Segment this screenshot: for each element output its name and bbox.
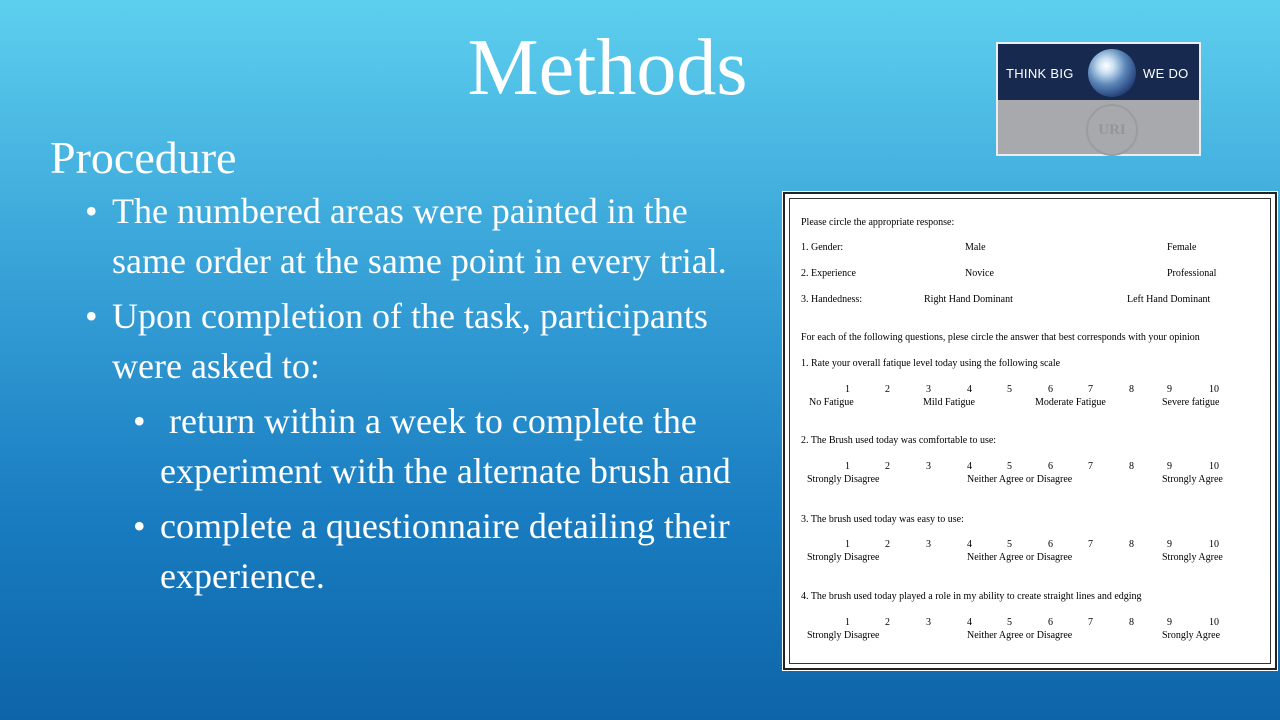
bullet-dot: •	[133, 401, 146, 441]
survey-instructions: For each of the following questions, plese circle the answer that best corresponds with your opinion	[801, 332, 1200, 343]
scale-number: 4	[967, 617, 972, 628]
scale-number: 10	[1209, 539, 1219, 550]
scale-anchor: No Fatigue	[809, 397, 854, 408]
scale-number: 1	[845, 461, 850, 472]
scale-number: 7	[1088, 461, 1093, 472]
bullet-item	[85, 291, 765, 391]
survey-intro: Please circle the appropriate response:	[801, 217, 955, 228]
scale-anchor: Mild Fatigue	[923, 397, 975, 408]
sub-bullet-item	[133, 501, 765, 601]
question-text: 3. The brush used today was easy to use:	[801, 514, 964, 525]
scale-number: 5	[1007, 461, 1012, 472]
slide-subtitle: Procedure	[50, 132, 237, 183]
scale-number: 2	[885, 617, 890, 628]
scale-number: 8	[1129, 617, 1134, 628]
scale-number: 4	[967, 461, 972, 472]
scale-anchor: Moderate Fatigue	[1035, 397, 1106, 408]
scale-number: 10	[1209, 461, 1219, 472]
scale-number: 8	[1129, 384, 1134, 395]
scale-number: 4	[967, 539, 972, 550]
demographic-option: Professional	[1167, 268, 1217, 279]
questionnaire-image	[783, 192, 1277, 670]
question-text: 2. The Brush used today was comfortable to use:	[801, 435, 997, 446]
think-big-logo	[996, 42, 1201, 156]
logo-right-text: WE DO	[1143, 66, 1189, 81]
scale-number: 7	[1088, 617, 1093, 628]
bullet-dot: •	[85, 191, 98, 231]
demographic-label: 2. Experience	[801, 268, 856, 279]
globe-icon	[1088, 49, 1136, 97]
bullet-text: return within a week to complete the experiment with the alternate brush and	[160, 401, 731, 491]
scale-number: 2	[885, 384, 890, 395]
university-seal-icon	[1086, 104, 1138, 156]
scale-number: 10	[1209, 384, 1219, 395]
scale-number: 3	[926, 617, 931, 628]
bullet-text: Upon completion of the task, participants were asked to:	[112, 296, 708, 386]
scale-number: 9	[1167, 617, 1172, 628]
scale-number: 1	[845, 617, 850, 628]
demographic-option: Novice	[965, 268, 994, 279]
scale-number: 2	[885, 539, 890, 550]
bullet-dot: •	[133, 506, 146, 546]
scale-number: 8	[1129, 539, 1134, 550]
demographic-option: Female	[1167, 242, 1197, 253]
slide-title: Methods	[467, 24, 748, 112]
demographic-option: Right Hand Dominant	[924, 294, 1013, 305]
bullet-text: The numbered areas were painted in the same order at the same point in every trial.	[112, 191, 727, 281]
demographic-option: Male	[965, 242, 986, 253]
scale-number: 9	[1167, 384, 1172, 395]
scale-number: 3	[926, 539, 931, 550]
scale-anchor: Neither Agree or Disagree	[967, 552, 1073, 563]
scale-anchor: Strongly Disagree	[807, 474, 880, 485]
bullet-dot: •	[85, 296, 98, 336]
scale-anchor: Strongly Disagree	[807, 552, 880, 563]
question-text: 1. Rate your overall fatique level today using the following scale	[801, 358, 1061, 369]
scale-number: 6	[1048, 617, 1053, 628]
bullet-list	[85, 186, 765, 606]
scale-number: 6	[1048, 539, 1053, 550]
scale-anchor: Strongly Disagree	[807, 630, 880, 641]
scale-number: 5	[1007, 384, 1012, 395]
scale-anchor: Strongly Agree	[1162, 552, 1223, 563]
scale-number: 6	[1048, 461, 1053, 472]
demographic-label: 1. Gender:	[801, 242, 844, 253]
sub-bullet-item	[133, 396, 765, 496]
scale-number: 6	[1048, 384, 1053, 395]
seal-text: URI	[1098, 121, 1126, 138]
bullet-text: complete a questionnaire detailing their experience.	[160, 506, 730, 596]
logo-left-text: THINK BIG	[1006, 66, 1074, 81]
scale-number: 7	[1088, 384, 1093, 395]
scale-number: 3	[926, 461, 931, 472]
scale-anchor: Neither Agree or Disagree	[967, 630, 1073, 641]
scale-number: 5	[1007, 617, 1012, 628]
scale-number: 9	[1167, 539, 1172, 550]
demographic-label: 3. Handedness:	[801, 294, 863, 305]
scale-anchor: Srongly Agree	[1162, 630, 1221, 641]
scale-number: 1	[845, 539, 850, 550]
bullet-item	[85, 186, 765, 286]
scale-anchor: Neither Agree or Disagree	[967, 474, 1073, 485]
scale-number: 2	[885, 461, 890, 472]
scale-number: 7	[1088, 539, 1093, 550]
scale-anchor: Severe fatigue	[1162, 397, 1220, 408]
demographic-option: Left Hand Dominant	[1127, 294, 1211, 305]
scale-number: 5	[1007, 539, 1012, 550]
scale-number: 1	[845, 384, 850, 395]
scale-number: 4	[967, 384, 972, 395]
scale-number: 10	[1209, 617, 1219, 628]
scale-anchor: Strongly Agree	[1162, 474, 1223, 485]
question-text: 4. The brush used today played a role in my ability to create straight lines and edging	[801, 591, 1142, 602]
scale-number: 8	[1129, 461, 1134, 472]
scale-number: 3	[926, 384, 931, 395]
scale-number: 9	[1167, 461, 1172, 472]
